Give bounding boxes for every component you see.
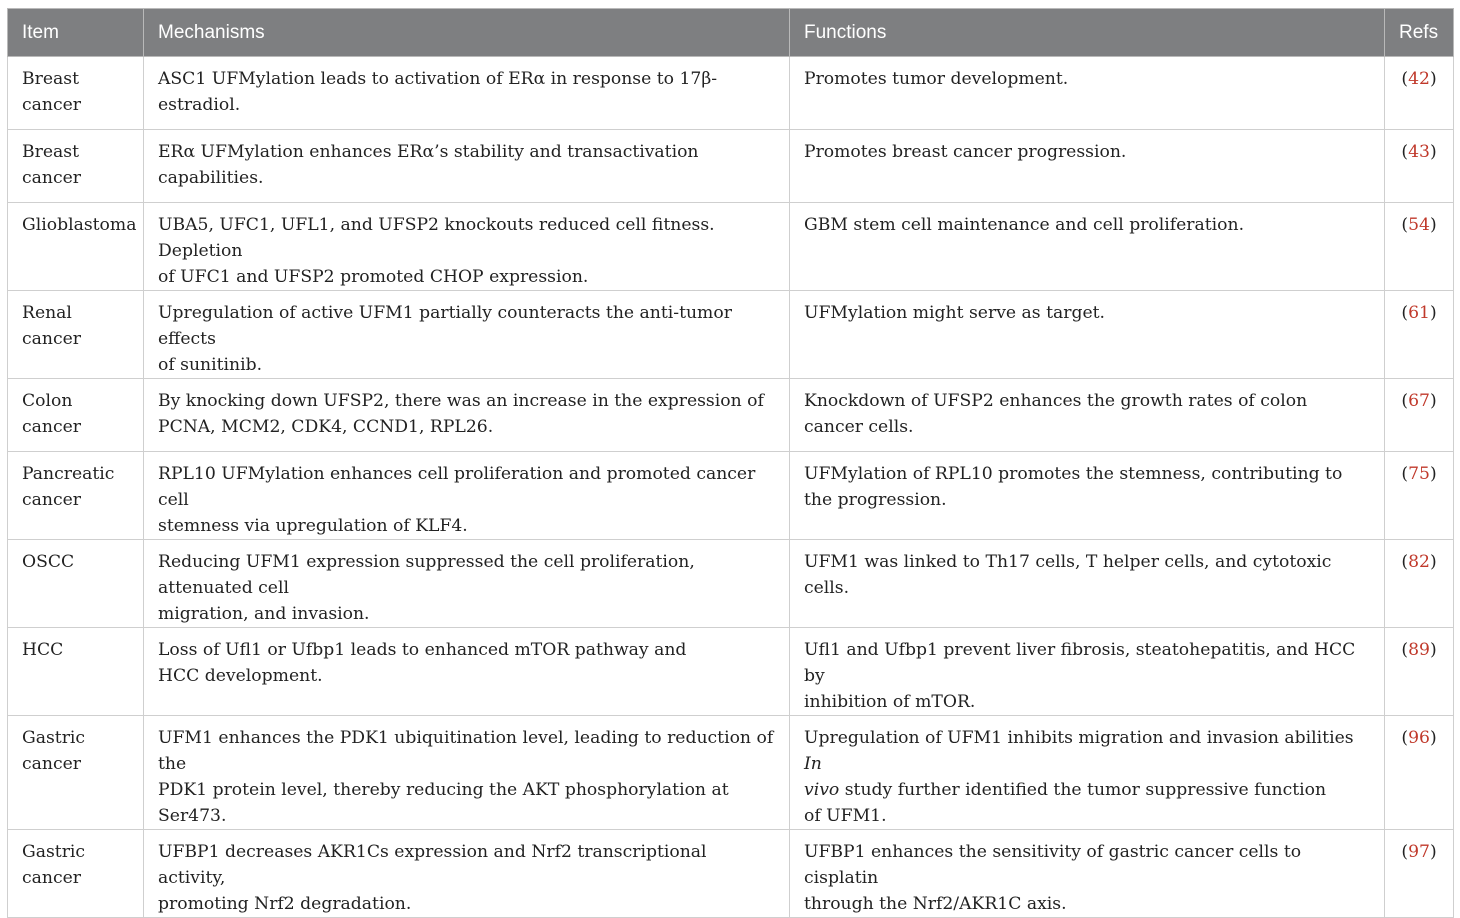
cell-mechanisms: By knocking down UFSP2, there was an increase in the expression of PCNA, MCM2, CDK4, CCND1, RPL26. [144, 379, 790, 452]
ref-link[interactable]: 54 [1408, 215, 1430, 235]
cell-mechanisms: ERα UFMylation enhances ERα’s stability and transactivation capabilities. [144, 130, 790, 203]
table-row [8, 291, 1454, 379]
cell-mechanisms: Loss of Ufl1 or Ufbp1 leads to enhanced mTOR pathway and HCC development. [144, 628, 790, 716]
cell-ref: (54) [1385, 203, 1454, 291]
table-row [8, 540, 1454, 628]
ref-link[interactable]: 82 [1408, 552, 1430, 572]
ufmylation-table [7, 8, 1454, 918]
cell-ref: (97) [1385, 830, 1454, 918]
cell-ref: (67) [1385, 379, 1454, 452]
cell-ref: (42) [1385, 57, 1454, 130]
cell-functions: Promotes breast cancer progression. [790, 130, 1385, 203]
table-row [8, 57, 1454, 130]
cell-functions: GBM stem cell maintenance and cell proliferation. [790, 203, 1385, 291]
table-row [8, 452, 1454, 540]
cell-item: Breast cancer [8, 130, 144, 203]
cell-ref: (96) [1385, 716, 1454, 830]
functions-text: Upregulation of UFM1 inhibits migration and invasion abilities [804, 728, 1354, 748]
cell-item: HCC [8, 628, 144, 716]
table-body [8, 57, 1454, 918]
cell-functions: Promotes tumor development. [790, 57, 1385, 130]
cell-functions [790, 716, 1385, 830]
table-header [8, 9, 1454, 57]
cell-item: Gastric cancer [8, 830, 144, 918]
cell-item: Glioblastoma [8, 203, 144, 291]
cell-ref: (75) [1385, 452, 1454, 540]
header-refs: Refs [1385, 9, 1454, 57]
cell-ref: (82) [1385, 540, 1454, 628]
table-row [8, 716, 1454, 830]
cell-functions: UFM1 was linked to Th17 cells, T helper cells, and cytotoxic cells. [790, 540, 1385, 628]
functions-italic: vivo [804, 780, 840, 800]
cell-mechanisms: Upregulation of active UFM1 partially counteracts the anti-tumor effects of sunitinib. [144, 291, 790, 379]
cell-mechanisms: UFBP1 decreases AKR1Cs expression and Nrf2 transcriptional activity, promoting Nrf2 degradation. [144, 830, 790, 918]
cell-item: Pancreatic cancer [8, 452, 144, 540]
ref-link[interactable]: 89 [1408, 640, 1430, 660]
cell-item: Gastric cancer [8, 716, 144, 830]
header-row [8, 9, 1454, 57]
table-row [8, 379, 1454, 452]
table-row [8, 203, 1454, 291]
cell-item: Colon cancer [8, 379, 144, 452]
cell-mechanisms: UBA5, UFC1, UFL1, and UFSP2 knockouts reduced cell fitness. Depletion of UFC1 and UFSP2 promoted CHOP expression. [144, 203, 790, 291]
header-item: Item [8, 9, 144, 57]
cell-mechanisms: ASC1 UFMylation leads to activation of ERα in response to 17β-estradiol. [144, 57, 790, 130]
ref-link[interactable]: 75 [1408, 464, 1430, 484]
cell-mechanisms: UFM1 enhances the PDK1 ubiquitination level, leading to reduction of the PDK1 protein level, thereby reducing the AKT phosphorylation at Ser473. [144, 716, 790, 830]
cell-ref: (89) [1385, 628, 1454, 716]
header-functions: Functions [790, 9, 1385, 57]
ref-link[interactable]: 42 [1408, 69, 1430, 89]
cell-ref: (61) [1385, 291, 1454, 379]
table-row [8, 628, 1454, 716]
header-mechanisms: Mechanisms [144, 9, 790, 57]
ref-link[interactable]: 97 [1408, 842, 1430, 862]
functions-italic: In [804, 754, 822, 774]
cell-item: Renal cancer [8, 291, 144, 379]
cell-item: Breast cancer [8, 57, 144, 130]
table-row [8, 830, 1454, 918]
cell-item: OSCC [8, 540, 144, 628]
cell-functions: UFMylation of RPL10 promotes the stemness, contributing to the progression. [790, 452, 1385, 540]
ref-link[interactable]: 96 [1408, 728, 1430, 748]
cell-functions: Ufl1 and Ufbp1 prevent liver fibrosis, steatohepatitis, and HCC by inhibition of mTOR. [790, 628, 1385, 716]
table-row [8, 130, 1454, 203]
cell-functions: Knockdown of UFSP2 enhances the growth rates of colon cancer cells. [790, 379, 1385, 452]
ref-link[interactable]: 67 [1408, 391, 1430, 411]
ref-link[interactable]: 61 [1408, 303, 1430, 323]
cell-ref: (43) [1385, 130, 1454, 203]
ref-link[interactable]: 43 [1408, 142, 1430, 162]
cell-functions: UFBP1 enhances the sensitivity of gastric cancer cells to cisplatin through the Nrf2/AKR1C axis. [790, 830, 1385, 918]
cell-functions: UFMylation might serve as target. [790, 291, 1385, 379]
cell-mechanisms: RPL10 UFMylation enhances cell proliferation and promoted cancer cell stemness via upregulation of KLF4. [144, 452, 790, 540]
functions-text: study further identified the tumor suppressive function of UFM1. [804, 780, 1327, 826]
cell-mechanisms: Reducing UFM1 expression suppressed the cell proliferation, attenuated cell migration, and invasion. [144, 540, 790, 628]
